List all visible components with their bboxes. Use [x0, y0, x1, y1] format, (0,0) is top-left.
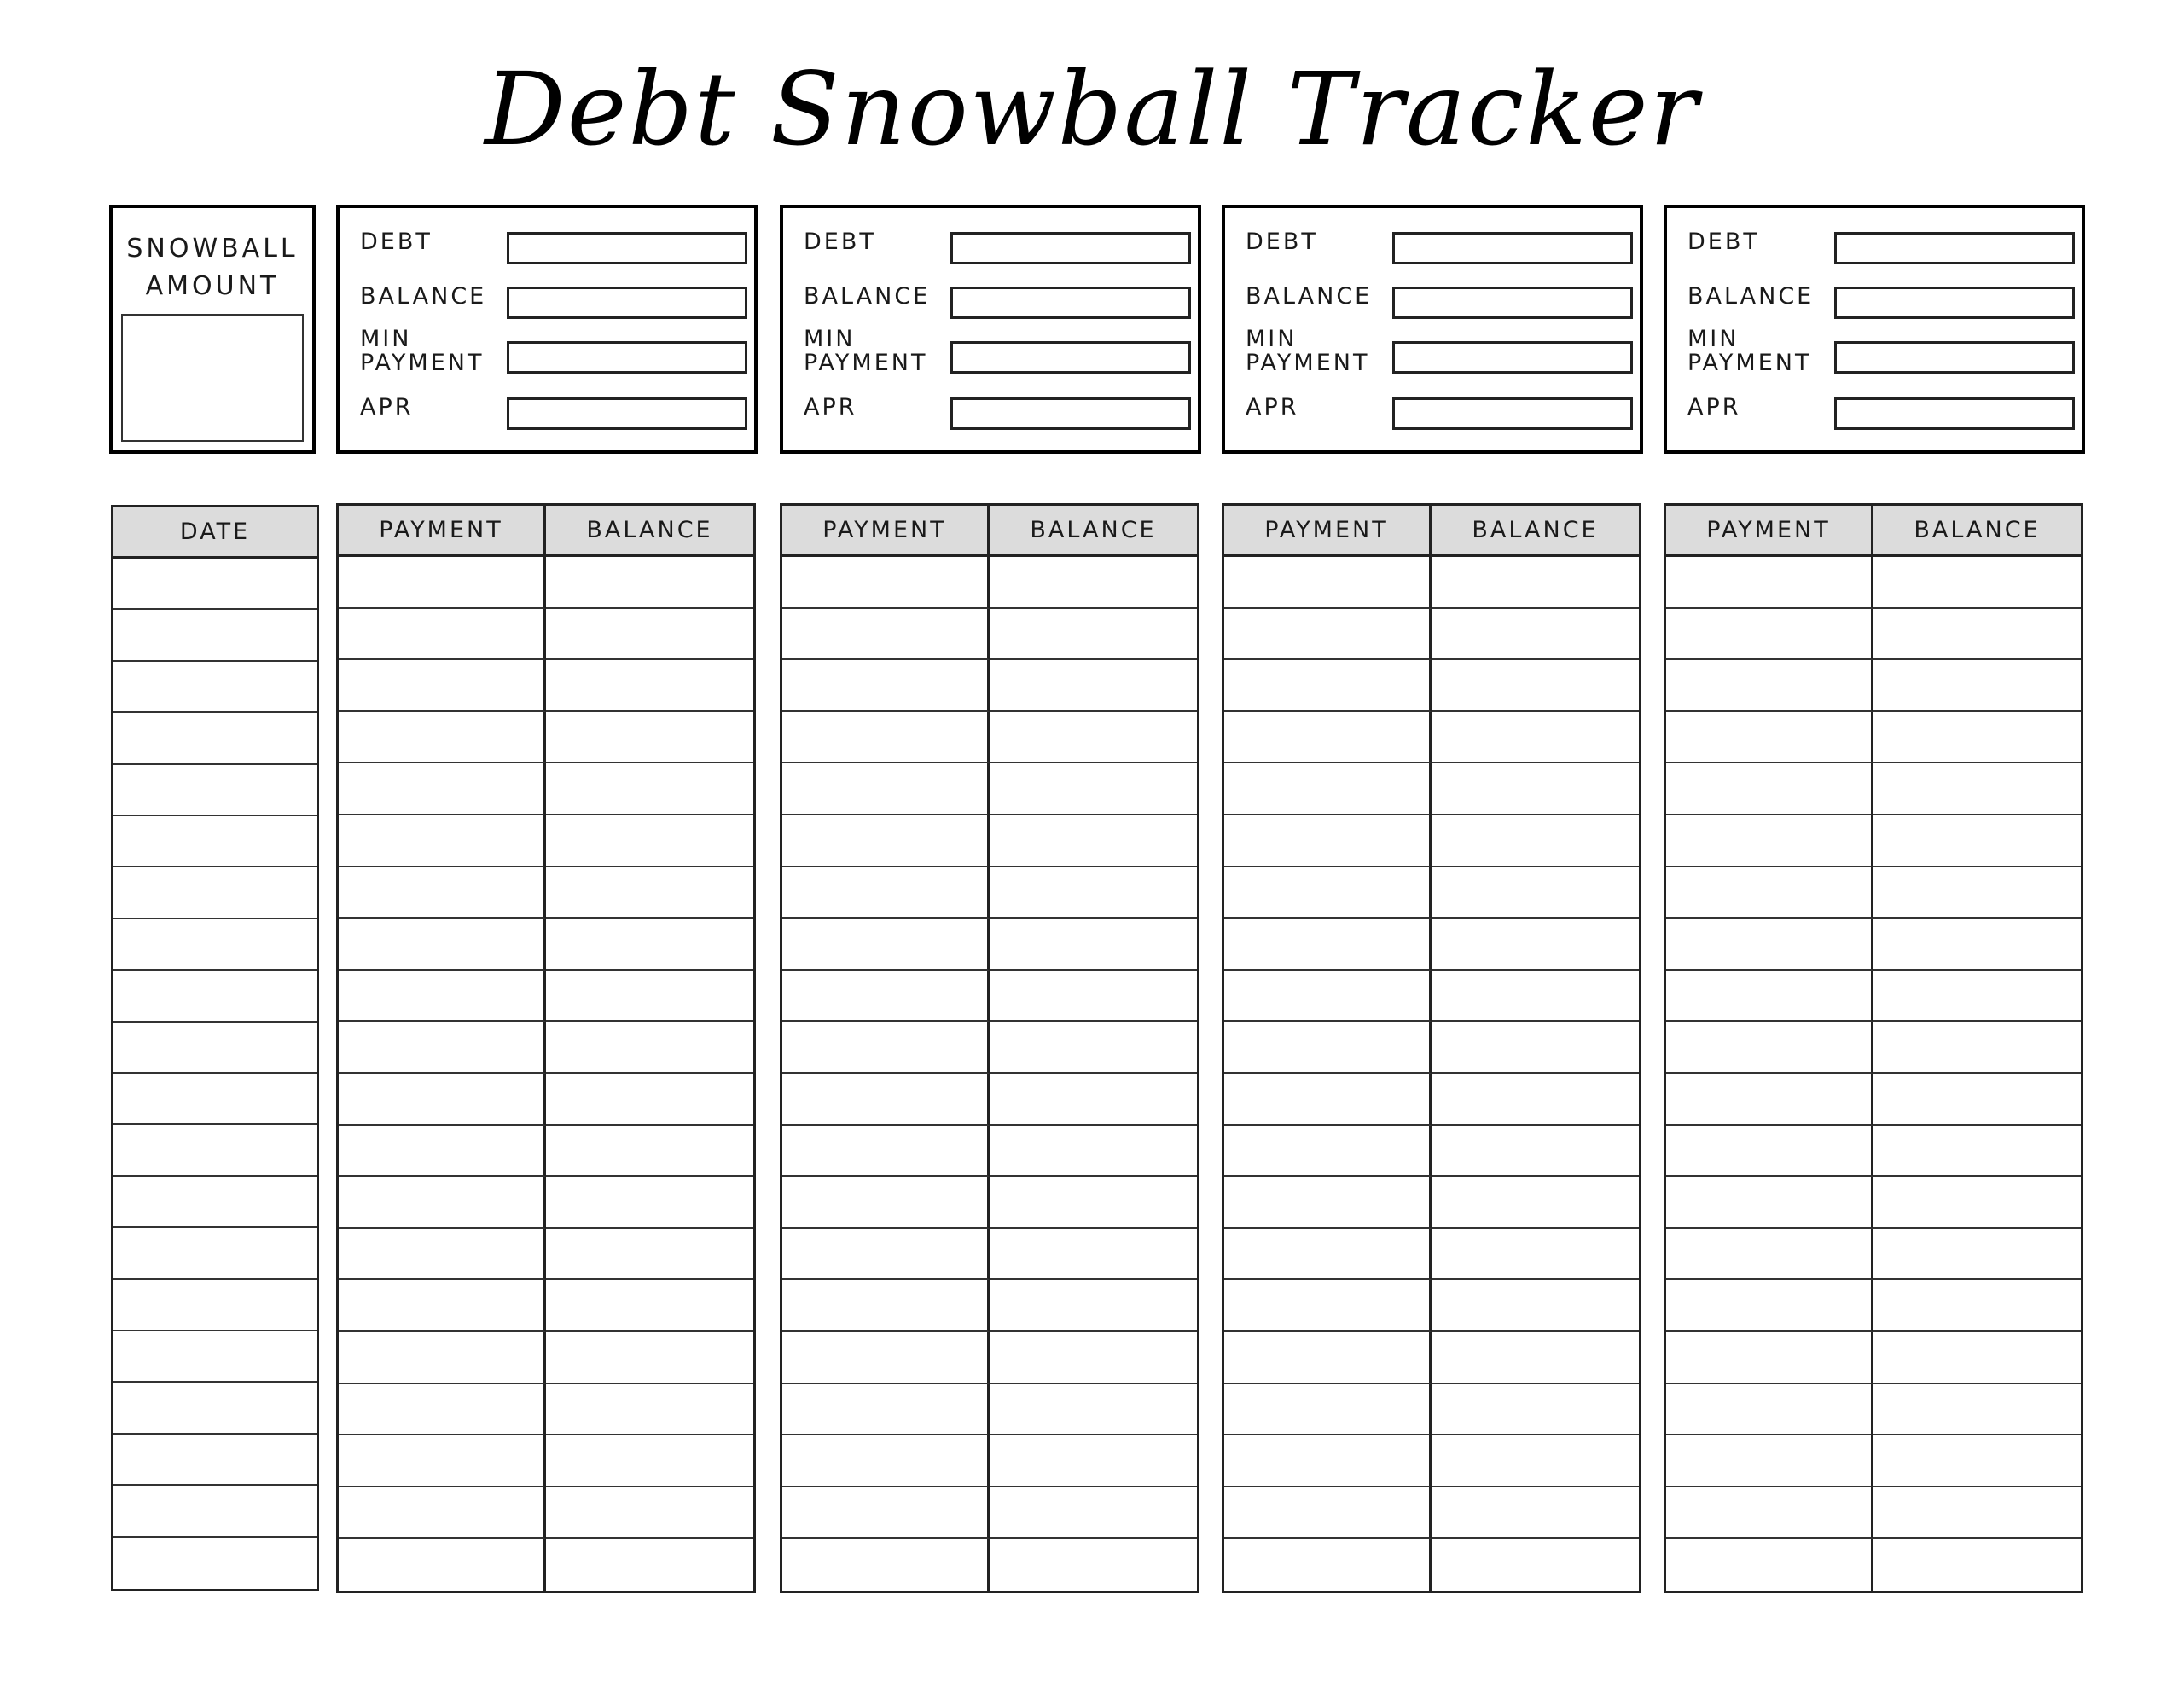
payment-cell[interactable] [1224, 1229, 1432, 1281]
balance-cell[interactable] [990, 557, 1197, 609]
balance-cell[interactable] [990, 1280, 1197, 1332]
debt-field-input[interactable] [507, 397, 747, 430]
balance-cell[interactable] [1873, 1280, 2081, 1332]
payment-cell[interactable] [339, 1539, 546, 1591]
debt-field-input[interactable] [507, 341, 747, 374]
balance-cell[interactable] [546, 712, 753, 764]
debt-field-label: APR [1687, 394, 1741, 420]
payment-cell[interactable] [1224, 1487, 1432, 1539]
payment-cell[interactable] [1224, 919, 1432, 971]
balance-cell[interactable] [990, 763, 1197, 815]
balance-cell[interactable] [990, 1074, 1197, 1126]
balance-cell[interactable] [546, 1384, 753, 1436]
balance-cell[interactable] [1432, 1539, 1639, 1591]
debt-field-label: DEBT [1246, 229, 1318, 255]
date-cell[interactable] [113, 816, 317, 867]
payment-cell[interactable] [339, 763, 546, 815]
debt-field-label: DEBT [804, 229, 876, 255]
balance-cell[interactable] [1432, 712, 1639, 764]
payment-cell[interactable] [1224, 1332, 1432, 1384]
payment-cell[interactable] [1666, 1332, 1873, 1384]
balance-cell[interactable] [1873, 763, 2081, 815]
payment-cell[interactable] [1666, 712, 1873, 764]
date-cell[interactable] [113, 919, 317, 971]
debt-info-card-4 [1664, 205, 2085, 454]
balance-cell[interactable] [1873, 867, 2081, 919]
balance-cell[interactable] [990, 1022, 1197, 1074]
payment-cell[interactable] [782, 971, 990, 1023]
debt-info-card-1 [336, 205, 758, 454]
balance-cell[interactable] [1432, 815, 1639, 867]
payment-cell[interactable] [1666, 1487, 1873, 1539]
payment-cell[interactable] [1666, 971, 1873, 1023]
payment-cell[interactable] [782, 660, 990, 712]
date-cell[interactable] [113, 1280, 317, 1331]
debt-field-label: MIN PAYMENT [804, 326, 928, 376]
payment-cell[interactable] [1666, 1022, 1873, 1074]
payment-cell[interactable] [1224, 1539, 1432, 1591]
debt-field-input[interactable] [1834, 341, 2075, 374]
date-cell[interactable] [113, 971, 317, 1022]
debt-field-input[interactable] [1834, 287, 2075, 319]
date-column [111, 505, 319, 1591]
balance-cell[interactable] [1873, 712, 2081, 764]
payment-cell[interactable] [1224, 1280, 1432, 1332]
balance-cell[interactable] [1432, 557, 1639, 609]
payment-cell[interactable] [1666, 557, 1873, 609]
payment-cell[interactable] [339, 1022, 546, 1074]
payment-cell[interactable] [782, 1539, 990, 1591]
balance-cell[interactable] [1432, 1384, 1639, 1436]
payment-cell[interactable] [1224, 763, 1432, 815]
balance-cell[interactable] [546, 1435, 753, 1487]
balance-cell[interactable] [990, 660, 1197, 712]
balance-cell[interactable] [1873, 609, 2081, 661]
snowball-amount-field[interactable] [121, 314, 304, 442]
debt-field-label: MIN PAYMENT [360, 326, 485, 376]
balance-cell[interactable] [546, 919, 753, 971]
balance-cell[interactable] [546, 1074, 753, 1126]
balance-cell[interactable] [546, 971, 753, 1023]
balance-cell[interactable] [1432, 1126, 1639, 1178]
payment-cell[interactable] [1666, 660, 1873, 712]
payment-cell[interactable] [1666, 1280, 1873, 1332]
date-cell[interactable] [113, 867, 317, 919]
balance-cell[interactable] [546, 867, 753, 919]
payment-cell[interactable] [339, 660, 546, 712]
payment-cell[interactable] [1666, 1384, 1873, 1436]
payment-cell[interactable] [1666, 1074, 1873, 1126]
payment-cell[interactable] [1224, 557, 1432, 609]
balance-cell[interactable] [546, 1177, 753, 1229]
date-cell[interactable] [113, 1177, 317, 1228]
debt-field-input[interactable] [950, 397, 1191, 430]
balance-cell[interactable] [990, 919, 1197, 971]
balance-cell[interactable] [1873, 1487, 2081, 1539]
debt-info-card-2 [780, 205, 1201, 454]
payment-cell[interactable] [782, 763, 990, 815]
balance-cell[interactable] [1432, 609, 1639, 661]
balance-cell[interactable] [1432, 1435, 1639, 1487]
date-cell[interactable] [113, 559, 317, 610]
debt-field-label: APR [1246, 394, 1299, 420]
debt-field-label: BALANCE [1687, 283, 1815, 310]
payment-cell[interactable] [1666, 1539, 1873, 1591]
payment-cell[interactable] [782, 1384, 990, 1436]
balance-header: BALANCE [990, 506, 1197, 557]
balance-cell[interactable] [546, 815, 753, 867]
payment-cell[interactable] [1224, 1126, 1432, 1178]
payment-cell[interactable] [782, 1177, 990, 1229]
balance-cell[interactable] [1873, 1074, 2081, 1126]
payment-cell[interactable] [782, 1332, 990, 1384]
balance-cell[interactable] [1432, 1332, 1639, 1384]
debt-field-input[interactable] [950, 287, 1191, 319]
date-cell[interactable] [113, 765, 317, 816]
balance-cell[interactable] [1432, 867, 1639, 919]
date-cell[interactable] [113, 1383, 317, 1434]
date-cell[interactable] [113, 713, 317, 764]
payment-header: PAYMENT [1224, 506, 1432, 557]
debt-field-input[interactable] [1392, 232, 1633, 264]
balance-cell[interactable] [990, 1177, 1197, 1229]
debt-field-label: MIN PAYMENT [1687, 326, 1812, 376]
payment-cell[interactable] [1666, 1177, 1873, 1229]
debt-field-label: BALANCE [804, 283, 931, 310]
balance-cell[interactable] [990, 1539, 1197, 1591]
payment-cell[interactable] [782, 1126, 990, 1178]
balance-cell[interactable] [1873, 557, 2081, 609]
payment-cell[interactable] [782, 919, 990, 971]
date-cell[interactable] [113, 1331, 317, 1383]
debt-field-input[interactable] [507, 287, 747, 319]
balance-cell[interactable] [1873, 1177, 2081, 1229]
balance-cell[interactable] [1873, 1539, 2081, 1591]
payment-cell[interactable] [339, 1074, 546, 1126]
debt-field-input[interactable] [950, 341, 1191, 374]
page-title: Debt Snowball Tracker [485, 50, 1699, 168]
payment-cell[interactable] [1224, 1384, 1432, 1436]
payment-header: PAYMENT [1666, 506, 1873, 557]
balance-cell[interactable] [546, 1280, 753, 1332]
balance-cell[interactable] [546, 763, 753, 815]
balance-cell[interactable] [1432, 1229, 1639, 1281]
payment-cell[interactable] [339, 1177, 546, 1229]
snowball-amount-box [109, 205, 316, 454]
payment-cell[interactable] [782, 609, 990, 661]
debt-field-label: MIN PAYMENT [1246, 326, 1370, 376]
balance-cell[interactable] [546, 1229, 753, 1281]
payment-cell[interactable] [339, 712, 546, 764]
debt-field-input[interactable] [950, 232, 1191, 264]
payment-cell[interactable] [1224, 1074, 1432, 1126]
date-header: DATE [113, 507, 317, 559]
balance-cell[interactable] [1432, 1177, 1639, 1229]
date-cell[interactable] [113, 1074, 317, 1125]
payment-cell[interactable] [782, 1280, 990, 1332]
date-cell[interactable] [113, 1023, 317, 1074]
balance-cell[interactable] [1873, 1332, 2081, 1384]
payment-cell[interactable] [782, 1229, 990, 1281]
payment-cell[interactable] [782, 1074, 990, 1126]
payment-cell[interactable] [1666, 1126, 1873, 1178]
balance-header: BALANCE [1432, 506, 1639, 557]
debt-field-input[interactable] [1834, 397, 2075, 430]
debt-field-input[interactable] [1392, 287, 1633, 319]
date-cell[interactable] [113, 1228, 317, 1279]
balance-cell[interactable] [546, 1332, 753, 1384]
balance-cell[interactable] [1873, 1435, 2081, 1487]
balance-cell[interactable] [990, 1384, 1197, 1436]
debt-info-card-3 [1222, 205, 1643, 454]
balance-cell[interactable] [1432, 1280, 1639, 1332]
date-cell[interactable] [113, 1125, 317, 1176]
debt-field-input[interactable] [1392, 341, 1633, 374]
payment-cell[interactable] [339, 1384, 546, 1436]
payment-cell[interactable] [1224, 815, 1432, 867]
payment-cell[interactable] [1666, 763, 1873, 815]
balance-cell[interactable] [990, 609, 1197, 661]
payment-header: PAYMENT [339, 506, 546, 557]
date-cell[interactable] [113, 1538, 317, 1589]
payment-cell[interactable] [339, 1487, 546, 1539]
payment-cell[interactable] [782, 557, 990, 609]
payment-cell[interactable] [782, 815, 990, 867]
payment-cell[interactable] [1666, 867, 1873, 919]
payment-cell[interactable] [1666, 815, 1873, 867]
payment-cell[interactable] [339, 1126, 546, 1178]
payment-cell[interactable] [339, 609, 546, 661]
balance-cell[interactable] [1873, 660, 2081, 712]
debt-field-label: BALANCE [360, 283, 487, 310]
date-cell[interactable] [113, 1486, 317, 1537]
payment-cell[interactable] [1224, 1435, 1432, 1487]
payment-cell[interactable] [782, 712, 990, 764]
balance-cell[interactable] [1873, 919, 2081, 971]
balance-cell[interactable] [546, 557, 753, 609]
payment-cell[interactable] [339, 557, 546, 609]
balance-cell[interactable] [1432, 1074, 1639, 1126]
balance-cell[interactable] [546, 1487, 753, 1539]
payment-cell[interactable] [1224, 609, 1432, 661]
balance-cell[interactable] [1873, 971, 2081, 1023]
payment-balance-table-4 [1664, 503, 2083, 1593]
balance-cell[interactable] [546, 1126, 753, 1178]
balance-cell[interactable] [1432, 660, 1639, 712]
debt-field-input[interactable] [507, 232, 747, 264]
debt-field-label: DEBT [360, 229, 433, 255]
payment-cell[interactable] [339, 1435, 546, 1487]
payment-cell[interactable] [339, 1332, 546, 1384]
balance-cell[interactable] [990, 815, 1197, 867]
debt-field-input[interactable] [1392, 397, 1633, 430]
payment-cell[interactable] [1666, 1435, 1873, 1487]
payment-cell[interactable] [339, 919, 546, 971]
balance-cell[interactable] [1432, 919, 1639, 971]
balance-cell[interactable] [990, 712, 1197, 764]
balance-cell[interactable] [546, 1539, 753, 1591]
payment-cell[interactable] [339, 867, 546, 919]
payment-cell[interactable] [339, 1229, 546, 1281]
payment-cell[interactable] [1224, 660, 1432, 712]
balance-cell[interactable] [546, 609, 753, 661]
balance-cell[interactable] [990, 971, 1197, 1023]
balance-cell[interactable] [546, 1022, 753, 1074]
date-cell[interactable] [113, 610, 317, 661]
balance-cell[interactable] [1432, 763, 1639, 815]
payment-cell[interactable] [1224, 712, 1432, 764]
snowball-amount-label: SNOWBALL AMOUNT [126, 234, 299, 301]
payment-balance-table-2 [780, 503, 1199, 1593]
balance-cell[interactable] [990, 1332, 1197, 1384]
balance-cell[interactable] [1432, 971, 1639, 1023]
debt-field-label: BALANCE [1246, 283, 1373, 310]
payment-cell[interactable] [339, 815, 546, 867]
balance-cell[interactable] [1432, 1022, 1639, 1074]
payment-cell[interactable] [1666, 1229, 1873, 1281]
balance-cell[interactable] [1873, 1022, 2081, 1074]
balance-cell[interactable] [1873, 1384, 2081, 1436]
balance-cell[interactable] [990, 1229, 1197, 1281]
balance-cell[interactable] [990, 867, 1197, 919]
balance-cell[interactable] [990, 1435, 1197, 1487]
balance-cell[interactable] [1873, 1229, 2081, 1281]
balance-cell[interactable] [1873, 815, 2081, 867]
balance-cell[interactable] [990, 1487, 1197, 1539]
debt-field-label: APR [804, 394, 857, 420]
balance-cell[interactable] [1873, 1126, 2081, 1178]
payment-cell[interactable] [1666, 919, 1873, 971]
payment-cell[interactable] [1666, 609, 1873, 661]
payment-header: PAYMENT [782, 506, 990, 557]
payment-cell[interactable] [339, 1280, 546, 1332]
balance-header: BALANCE [546, 506, 753, 557]
payment-cell[interactable] [1224, 1177, 1432, 1229]
payment-cell[interactable] [782, 867, 990, 919]
date-cell[interactable] [113, 662, 317, 713]
payment-balance-table-3 [1222, 503, 1641, 1593]
payment-cell[interactable] [782, 1435, 990, 1487]
debt-field-input[interactable] [1834, 232, 2075, 264]
balance-header: BALANCE [1873, 506, 2081, 557]
payment-balance-table-1 [336, 503, 756, 1593]
payment-cell[interactable] [1224, 867, 1432, 919]
payment-cell[interactable] [339, 971, 546, 1023]
payment-cell[interactable] [782, 1487, 990, 1539]
balance-cell[interactable] [1432, 1487, 1639, 1539]
payment-cell[interactable] [1224, 1022, 1432, 1074]
date-cell[interactable] [113, 1435, 317, 1486]
balance-cell[interactable] [546, 660, 753, 712]
payment-cell[interactable] [1224, 971, 1432, 1023]
debt-field-label: APR [360, 394, 414, 420]
debt-field-label: DEBT [1687, 229, 1760, 255]
payment-cell[interactable] [782, 1022, 990, 1074]
balance-cell[interactable] [990, 1126, 1197, 1178]
